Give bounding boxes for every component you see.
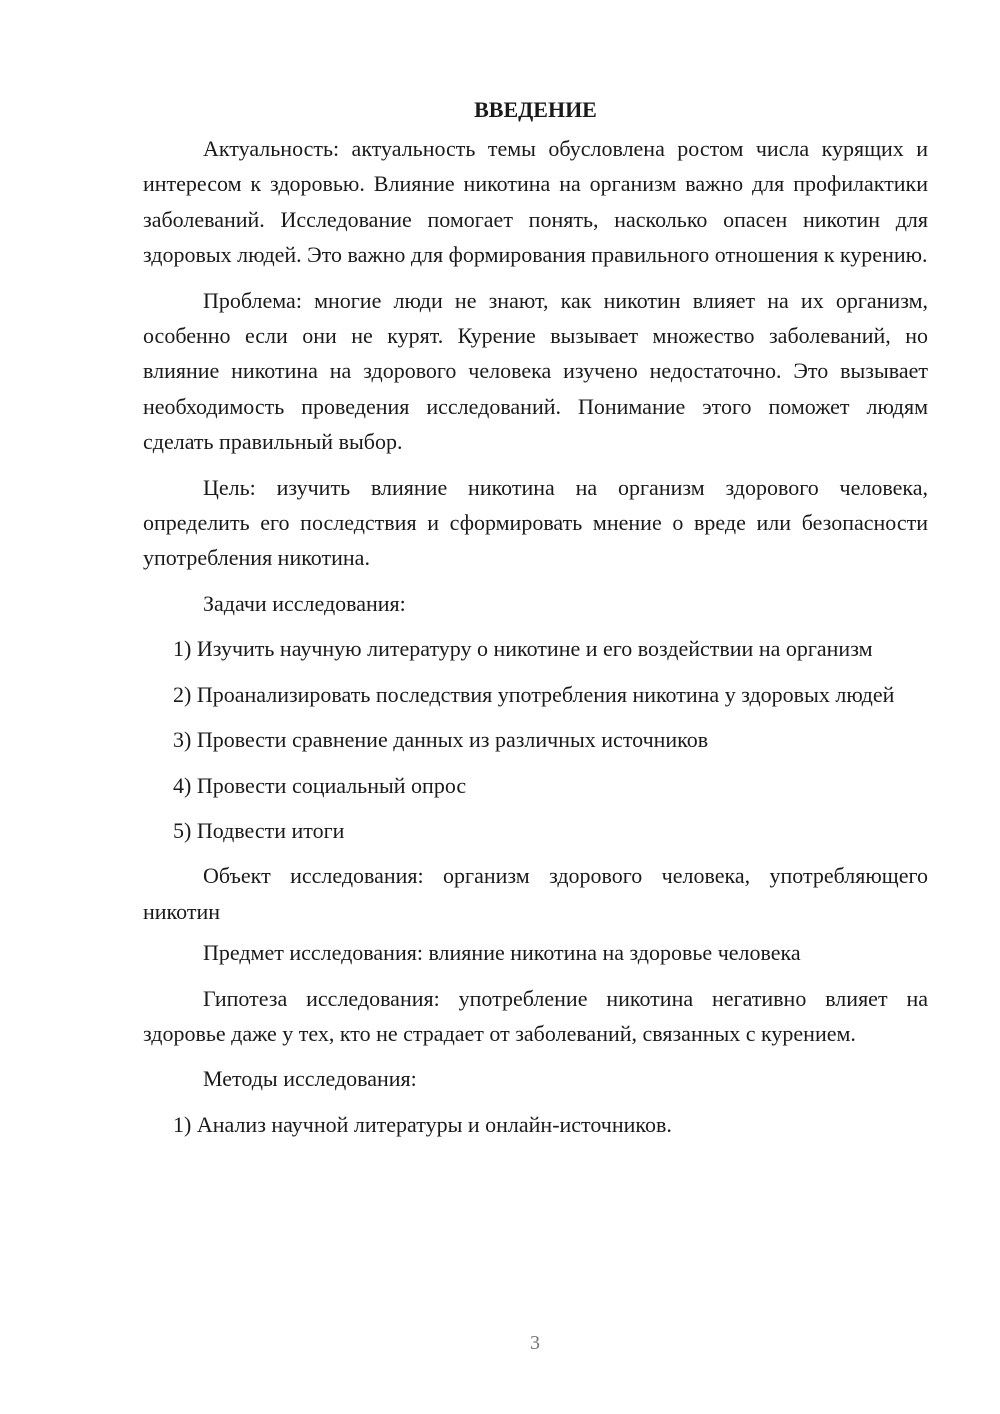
paragraph-object: Объект исследования: организм здорового человека, употребляющего никотин bbox=[143, 863, 928, 924]
task-item: 5) Подвести итоги bbox=[173, 817, 345, 843]
paragraph-subject: Предмет исследования: влияние никотина на здоровье человека bbox=[203, 940, 801, 966]
paragraph-problem: Проблема: многие люди не знают, как никотин влияет на их организм, особенно если они не курят. Курение вызывает множество заболеваний, но влияние никотина на здорового человека изучено недостаточно. Это вызывает необходимость проведения исследований. Понимание этого поможет людям сделать правильный выбор. bbox=[143, 287, 928, 455]
task-item: 1) Изучить научную литературу о никотине и его воздействии на организм bbox=[173, 636, 873, 662]
paragraph-relevance: Актуальность: актуальность темы обусловлена ростом числа курящих и интересом к здоровью. Влияние никотина на организм важно для профилактики заболеваний. Исследование помогает понять, насколько опасен никотин для здоровых людей. Это важно для формирования правильного отношения к курению. bbox=[143, 136, 928, 268]
paragraph-goal: Цель: изучить влияние никотина на организм здорового человека, определить его последствия и сформировать мнение о вреде или безопасности употребления никотина. bbox=[143, 474, 928, 571]
page-content bbox=[143, 92, 928, 1142]
section-title: ВВЕДЕНИЕ bbox=[474, 97, 597, 122]
paragraph-hypothesis: Гипотеза исследования: употребление никотина негативно влияет на здоровье даже у тех, кто не страдает от заболеваний, связанных с курением. bbox=[143, 985, 928, 1046]
methods-heading: Методы исследования: bbox=[203, 1066, 417, 1092]
method-item: 1) Анализ научной литературы и онлайн-источников. bbox=[173, 1111, 672, 1137]
tasks-heading: Задачи исследования: bbox=[203, 590, 406, 616]
task-item: 3) Провести сравнение данных из различных источников bbox=[173, 727, 709, 753]
task-item: 2) Проанализировать последствия употребления никотина у здоровых людей bbox=[173, 681, 895, 707]
task-item: 4) Провести социальный опрос bbox=[173, 772, 467, 798]
page-number: 3 bbox=[530, 1332, 540, 1354]
